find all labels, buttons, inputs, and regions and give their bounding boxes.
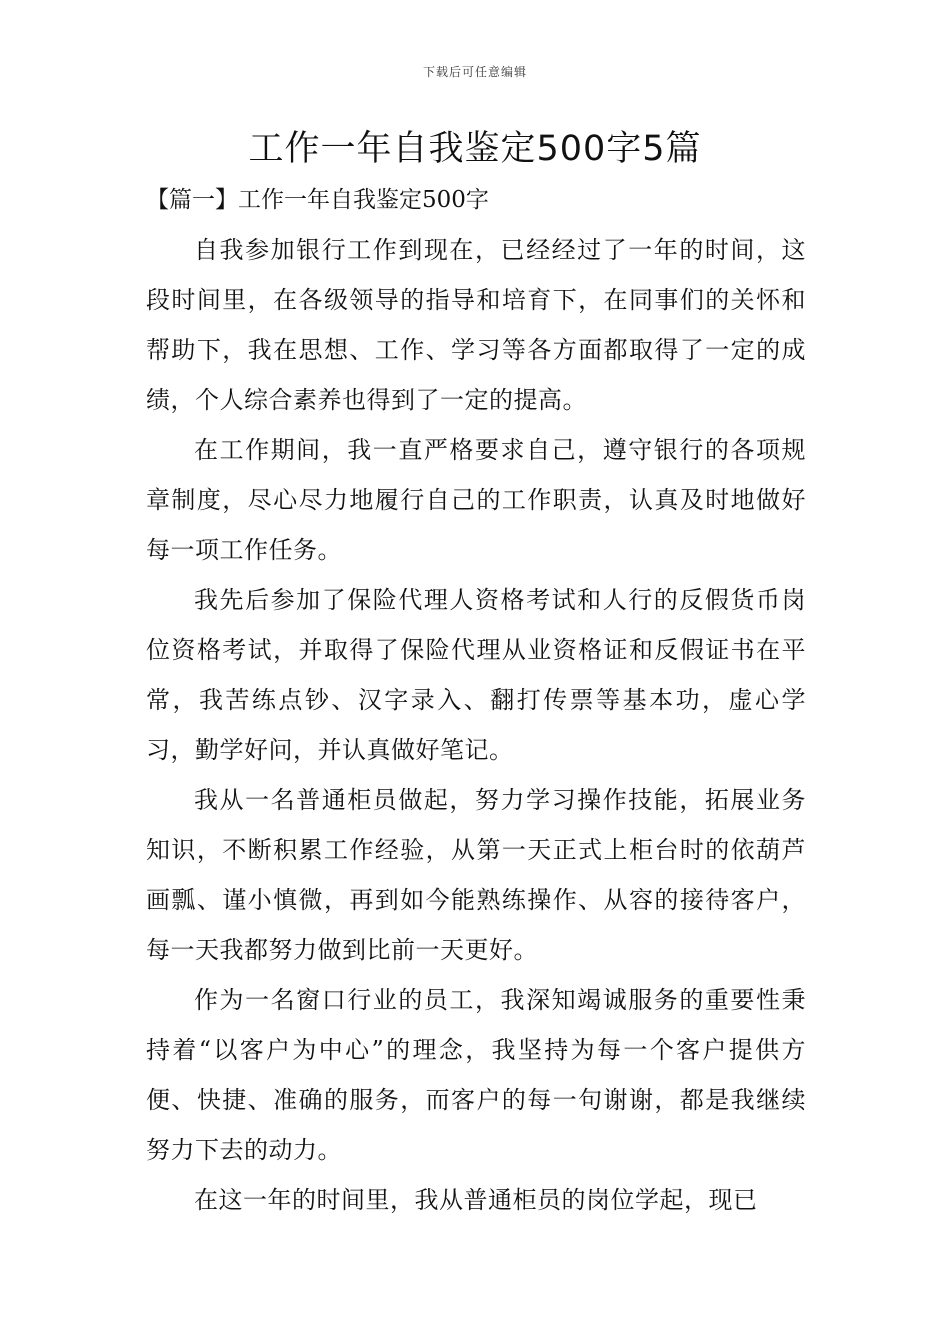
header-note: 下载后可任意编辑 — [422, 65, 527, 79]
paragraph-3: 我先后参加了保险代理人资格考试和人行的反假货币岗位资格考试，并取得了保险代理从业资格证和反假证书在平常，我苦练点钞、汉字录入、翻打传票等基本功，虚心学习，勤学好问，并认真做好笔记。 — [146, 586, 806, 764]
document-title: 工作一年自我鉴定500字5篇 — [248, 129, 702, 169]
paragraph-2: 在工作期间，我一直严格要求自己，遵守银行的各项规章制度，尽心尽力地履行自己的工作职责，认真及时地做好每一项工作任务。 — [146, 436, 806, 564]
paragraph-5: 作为一名窗口行业的员工，我深知竭诚服务的重要性秉持着“以客户为中心”的理念，我坚持为每一个客户提供方便、快捷、准确的服务，而客户的每一句谢谢，都是我继续努力下去的动力。 — [146, 986, 806, 1164]
document-body — [146, 225, 806, 1225]
paragraph-1: 自我参加银行工作到现在，已经经过了一年的时间，这段时间里，在各级领导的指导和培育下，在同事们的关怀和帮助下，我在思想、工作、学习等各方面都取得了一定的成绩，个人综合素养也得到了一定的提高。 — [146, 236, 806, 414]
section-heading: 【篇一】工作一年自我鉴定500字 — [146, 187, 489, 213]
paragraph-4: 我从一名普通柜员做起，努力学习操作技能，拓展业务知识，不断积累工作经验，从第一天正式上柜台时的依葫芦画瓢、谨小慎微，再到如今能熟练操作、从容的接待客户，每一天我都努力做到比前一天更好。 — [146, 786, 806, 964]
paragraph-6: 在这一年的时间里，我从普通柜员的岗位学起，现已 — [194, 1186, 758, 1214]
